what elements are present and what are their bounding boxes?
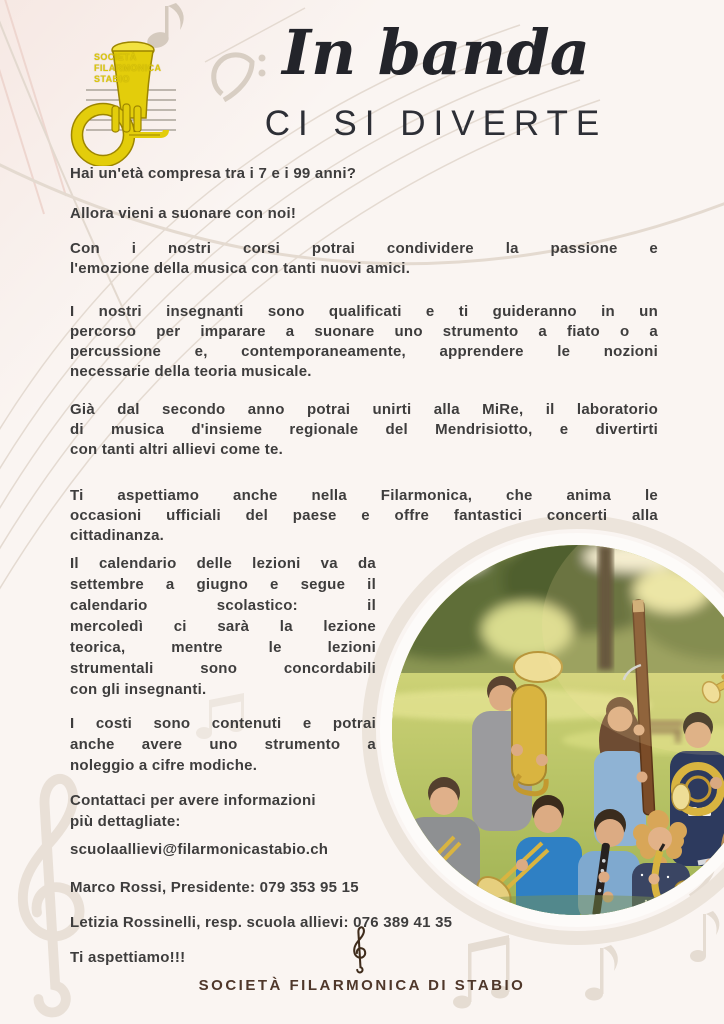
page-title-script: In banda (282, 16, 590, 89)
paragraph-filarmonica: Ti aspettiamo anche nella Filarmonica, che anima le occasioni ufficiali del paese e offre fantastici concerti alla cittadinanza. (70, 487, 658, 544)
logo-line-1: SOCIETÀ (94, 52, 137, 62)
contact-president: Marco Rossi, Presidente: 079 353 95 15 (70, 879, 359, 896)
paragraph-contact-intro: Contattaci per avere informazioni più dettagliate: (70, 792, 316, 830)
paragraph-calendar: Il calendario delle lezioni va da settembre a giugno e segue il calendario scolastico: il mercoledì ci sarà la lezione teorica, mentre le lezioni strumentali sono concordabili con gli insegnanti. (70, 555, 376, 698)
body-copy (70, 164, 658, 967)
logo-line-3: STABIO (94, 74, 130, 84)
contact-email: scuolaallievi@filarmonicastabio.ch (70, 841, 329, 858)
contact-school-manager: Letizia Rossinelli, resp. scuola allievi: 076 389 41 35 (70, 914, 453, 931)
footer-org-name: SOCIETÀ FILARMONICA DI STABIO (198, 977, 526, 994)
paragraph-teachers: I nostri insegnanti sono qualificati e ti guideranno in un percorso per imparare a suonare uno strumento a fiato o a percussione e, contemporaneamente, apprendere le nozioni necessarie della teoria musicale. (70, 303, 658, 380)
paragraph-costs: I costi sono contenuti e potrai anche avere uno strumento a noleggio a cifre modiche. (70, 715, 376, 774)
paragraph-courses: Con i nostri corsi potrai condividere la passione e l'emozione della musica con tanti nuovi amici. (70, 240, 658, 277)
page-subtitle: CI SI DIVERTE (264, 104, 608, 143)
paragraph-invitation: Allora vieni a suonare con noi! (70, 205, 297, 222)
logo-text (94, 52, 161, 85)
closing-line: Ti aspettiamo!!! (70, 949, 186, 966)
paragraph-age-question: Hai un'età compresa tra i 7 e i 99 anni? (70, 165, 357, 182)
logo-line-2: FILARMONICA (94, 63, 162, 73)
paragraph-mire: Già dal secondo anno potrai unirti alla MiRe, il laboratorio di musica d'insieme regionale del Mendrisiotto, e divertirti con tanti altri allievi come te. (70, 401, 658, 458)
eighth-note-icon (690, 911, 719, 962)
